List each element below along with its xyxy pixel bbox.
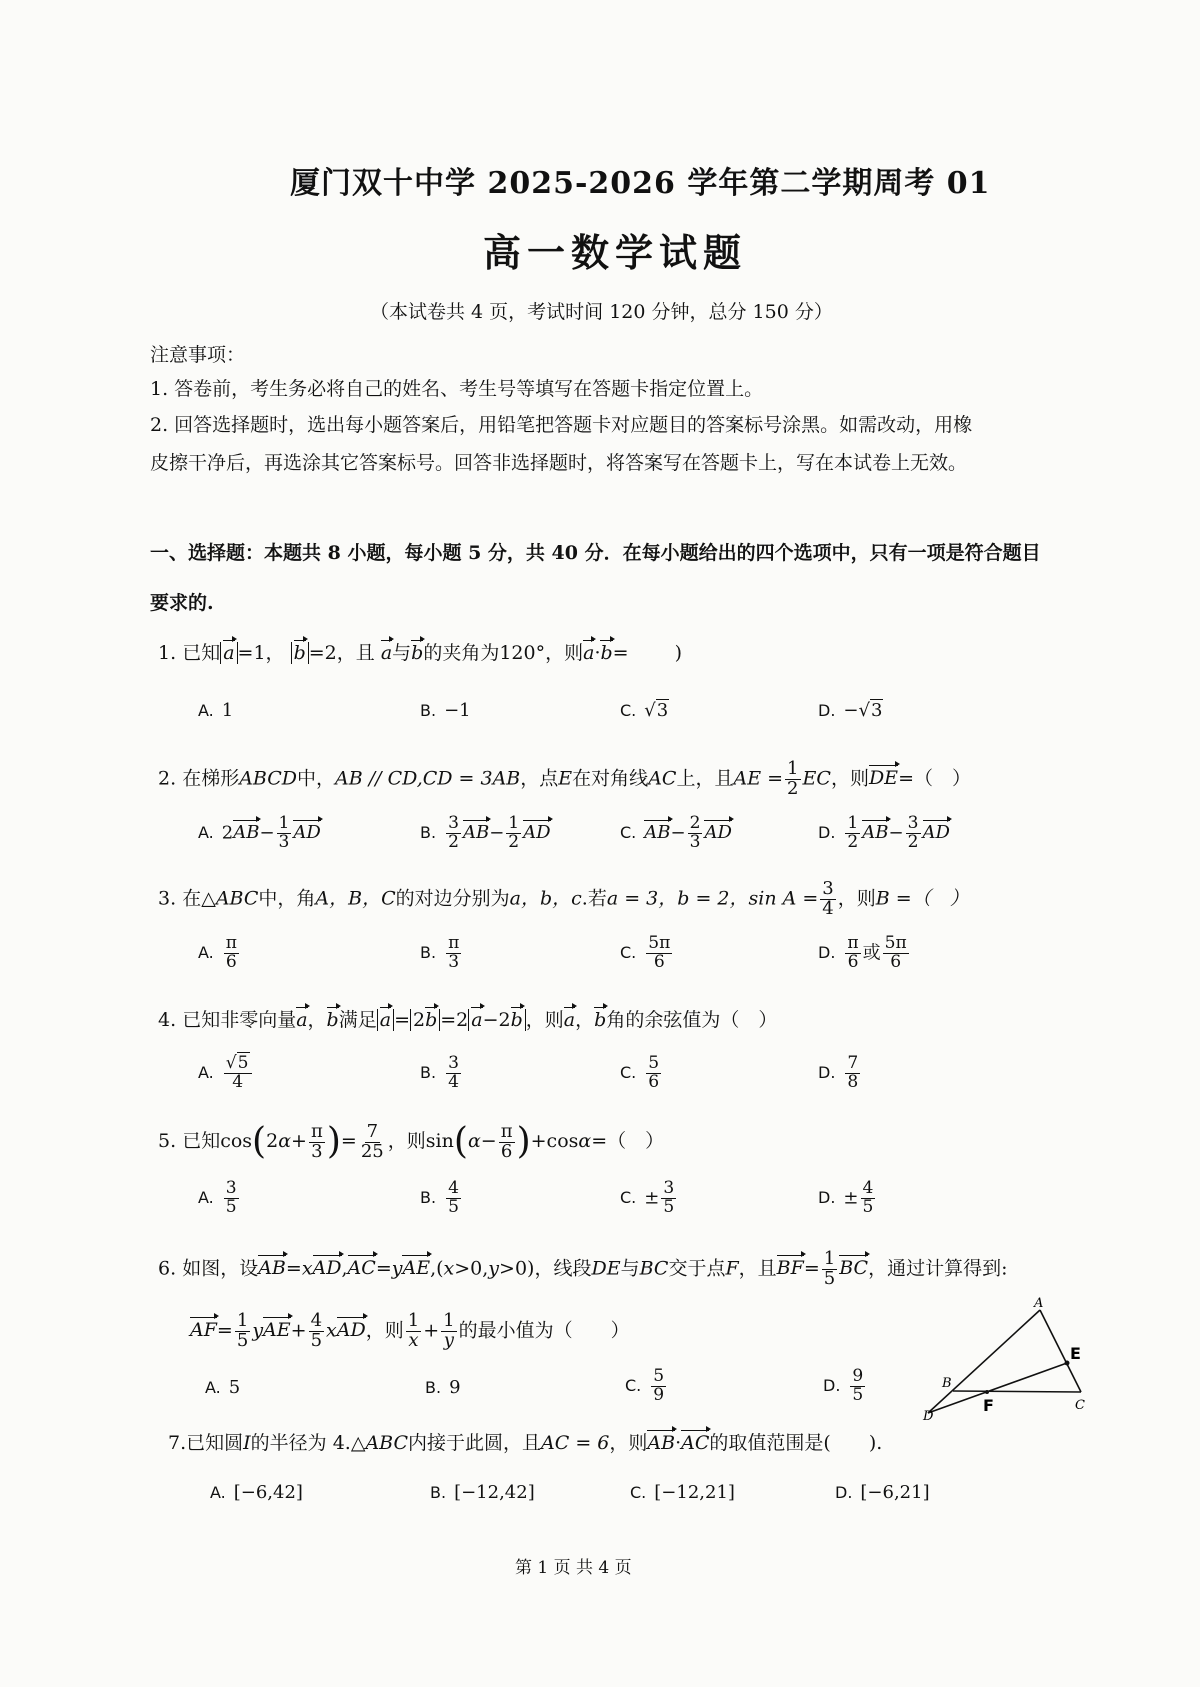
question-5: 5. 已知cos(2α+ $\frac{\pi}{3}$ )= $\frac{7}{25}$ ，则sin(α− $\frac{\pi}{6}$ )+cosα=（ ） xyxy=(158,1120,665,1162)
q6-option-b: B. 9 xyxy=(425,1377,461,1398)
q1-option-d: D. −√3 xyxy=(818,700,883,721)
q3-option-a: A. $\frac{\pi}{6}$ xyxy=(198,933,237,972)
q1-option-b: B. −1 xyxy=(420,700,471,721)
q6-option-c: C. $\frac{5}{9}$ xyxy=(625,1366,665,1405)
q1-option-c: C. √3 xyxy=(620,700,669,721)
question-6-line1: 6. 如图，设AB=xAD,AC=yAE,(x>0,y>0)，线段DE与BC交于点F，且BF= $\frac{1}{5}$ BC，通过计算得到: xyxy=(158,1248,1008,1289)
q4-option-c: C. $\frac{5}{6}$ xyxy=(620,1053,660,1092)
q3-option-d: D. $\frac{\pi}{6}$ 或 $\frac{5\pi}{6}$ xyxy=(818,933,907,972)
q7-option-d: D. [−6,21] xyxy=(835,1482,930,1503)
q4-option-b: B. $\frac{3}{4}$ xyxy=(420,1053,459,1092)
point-f-dot xyxy=(985,1390,989,1394)
note-item-2-line1: 2. 回答选择题时，选出每小题答案后，用铅笔把答题卡对应题目的答案标号涂黑。如需改动，用橡 xyxy=(150,414,973,436)
q2-option-d: D. $\frac{1}{2}$ AB− $\frac{3}{2}$ AD xyxy=(818,813,950,852)
q2-option-b: B. $\frac{3}{2}$ AB− $\frac{1}{2}$ AD xyxy=(420,813,551,852)
label-b: B xyxy=(942,1376,952,1391)
exam-info: （本试卷共 4 页，考试时间 120 分钟，总分 150 分） xyxy=(370,301,833,323)
triangle-figure xyxy=(915,1295,1090,1420)
point-e-dot xyxy=(1065,1361,1070,1366)
label-a: A xyxy=(1034,1296,1044,1311)
exam-subject-title: 高一数学试题 xyxy=(483,230,748,275)
q3-option-b: B. $\frac{\pi}{3}$ xyxy=(420,933,460,972)
label-f: F xyxy=(983,1396,994,1415)
question-3: 3. 在△ABC中，角A，B，C的对边分别为a，b，c.若a = 3，b = 2，sin A = $\frac{3}{4}$ ，则B =（ ） xyxy=(158,878,969,919)
label-d: D xyxy=(923,1409,934,1420)
q2-option-a: A. 2AB− $\frac{1}{3}$ AD xyxy=(198,813,321,852)
page-footer: 第 1 页 共 4 页 xyxy=(515,1558,632,1578)
q3-option-c: C. $\frac{5\pi}{6}$ xyxy=(620,933,671,972)
q5-option-d: D. ± $\frac{4}{5}$ xyxy=(818,1178,874,1217)
q5-option-c: C. ± $\frac{3}{5}$ xyxy=(620,1178,675,1217)
question-2: 2. 在梯形ABCD中，AB // CD,CD = 3AB，点E在对角线AC上，且AE = $\frac{1}{2}$ EC，则DE=（ ） xyxy=(158,758,971,799)
q1-option-a: A. 1 xyxy=(198,700,234,721)
notes-heading: 注意事项： xyxy=(150,344,246,366)
label-c: C xyxy=(1075,1398,1085,1413)
note-item-1: 1. 答卷前，考生务必将自己的姓名、考生号等填写在答题卡指定位置上。 xyxy=(150,378,764,400)
q5-option-a: A. $\frac{3}{5}$ xyxy=(198,1178,237,1217)
q4-option-d: D. $\frac{7}{8}$ xyxy=(818,1053,859,1092)
question-1: 1. 已知 a =1， b =2，且 a与b的夹角为120°，则a·b= ) xyxy=(158,642,683,664)
q7-option-b: B. [−12,42] xyxy=(430,1482,535,1503)
q6-option-d: D. $\frac{9}{5}$ xyxy=(823,1366,864,1405)
q7-option-a: A. [−6,42] xyxy=(210,1482,303,1503)
question-6-line2: AF= $\frac{1}{5}$ yAE+ $\frac{4}{5}$ xAD，则 $\frac{1}{x}$ + $\frac{1}{y}$ 的最小值为（ ） xyxy=(190,1310,630,1351)
q7-option-c: C. [−12,21] xyxy=(630,1482,735,1503)
q4-option-a: A. $\frac{√5}{4}$ xyxy=(198,1055,254,1092)
segment-bc xyxy=(953,1391,1081,1392)
question-4: 4. 已知非零向量a，b满足 a = 2b =2 a−2b ，则a，b角的余弦值为（ ） xyxy=(158,1009,778,1031)
note-item-2-line2: 皮擦干净后，再选涂其它答案标号。回答非选择题时，将答案写在答题卡上，写在本试卷上无效。 xyxy=(150,452,968,474)
question-7: 7.已知圆I的半径为 4.△ABC内接于此圆，且AC = 6，则AB·AC的取值范围是( ). xyxy=(168,1432,883,1454)
q6-option-a: A. 5 xyxy=(205,1377,241,1398)
label-e: E xyxy=(1070,1344,1081,1363)
q5-option-b: B. $\frac{4}{5}$ xyxy=(420,1178,459,1217)
section-heading-line1: 一、选择题：本题共 8 小题，每小题 5 分，共 40 分．在每小题给出的四个选项中，只有一项是符合题目 xyxy=(150,542,1041,564)
q2-option-c: C. AB− $\frac{2}{3}$ AD xyxy=(620,813,732,852)
exam-title: 厦门双十中学 2025-2026 学年第二学期周考 01 xyxy=(290,166,991,201)
section-heading-line2: 要求的. xyxy=(150,592,214,614)
